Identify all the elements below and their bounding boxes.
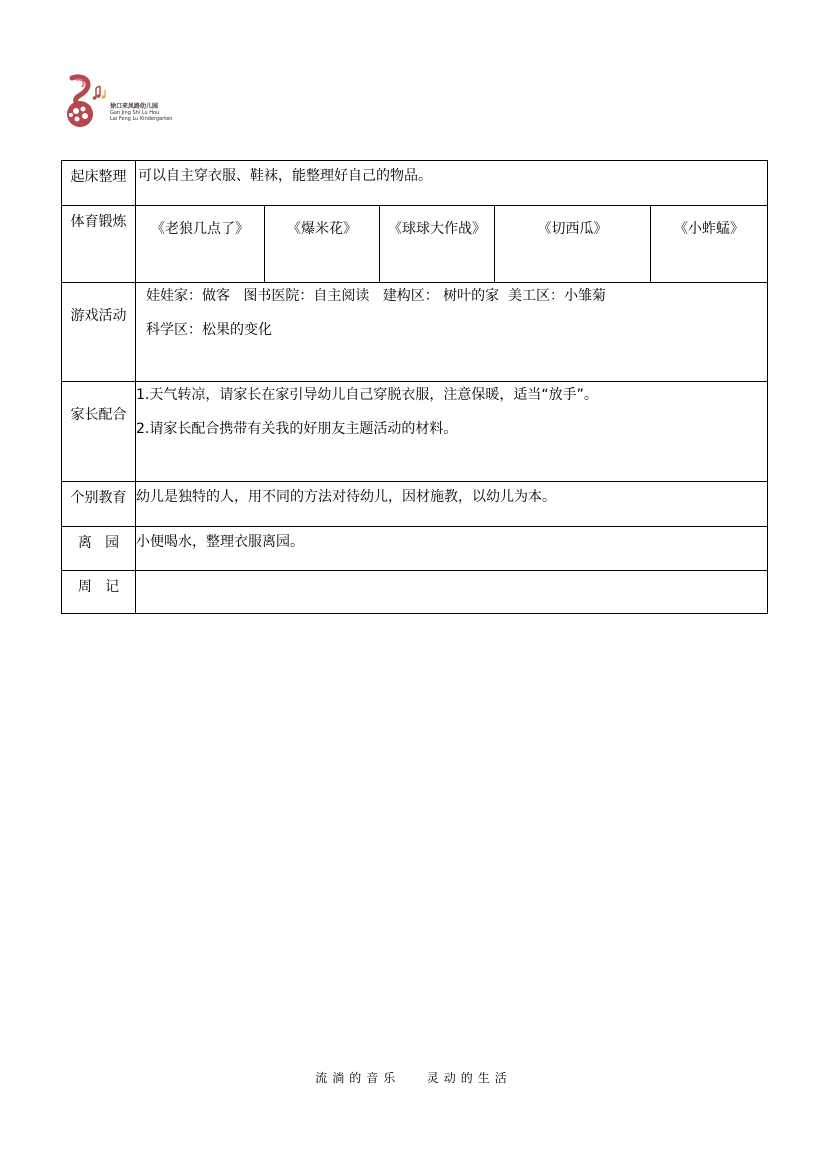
row-label-sport: 体育锻炼 [62, 206, 136, 283]
table-row-individual [62, 482, 768, 527]
sport-item-5: 《小蚱蜢》 [651, 206, 768, 283]
sport-item-2: 《爆米花》 [265, 206, 380, 283]
logo-name-en-line1: Gan Jing Shi Lu Hou [110, 110, 160, 116]
parent-content [136, 382, 768, 482]
parent-line-2: 2.请家长配合携带有关我的好朋友主题活动的材料。 [136, 421, 458, 437]
logo-name-en-line2: Lai Feng Lu Kindergarten [110, 116, 173, 122]
table-row-week [62, 571, 768, 614]
table-row-leave [62, 527, 768, 571]
wake-content: 可以自主穿衣服、鞋袜，能整理好自己的物品。 [136, 161, 768, 206]
row-label-parent: 家长配合 [62, 382, 136, 482]
daily-plan-table [61, 160, 768, 614]
week-content[interactable] [136, 571, 768, 614]
row-label-leave: 离 园 [62, 527, 136, 571]
table-row-parent [62, 382, 768, 482]
row-label-week: 周 记 [62, 571, 136, 614]
table-row-wake [62, 161, 768, 206]
parent-line-1: 1.天气转凉，请家长在家引导幼儿自己穿脱衣服，注意保暖，适当“放手”。 [136, 387, 598, 403]
row-label-wake: 起床整理 [62, 161, 136, 206]
logo-name-cn: 徐口来凤路幼儿园 [110, 103, 159, 110]
row-label-game: 游戏活动 [62, 283, 136, 382]
game-line-2: 科学区：松果的变化 [146, 322, 272, 338]
row-label-individual: 个别教育 [62, 482, 136, 527]
sport-item-4: 《切西瓜》 [495, 206, 651, 283]
kindergarten-logo [62, 74, 182, 134]
game-content [136, 283, 768, 382]
individual-content: 幼儿是独特的人，用不同的方法对待幼儿，因材施教，以幼儿为本。 [136, 482, 768, 527]
table-row-sport [62, 206, 768, 283]
page-footer: 流淌的音乐 灵动的生活 [315, 1071, 512, 1085]
sport-item-1: 《老狼几点了》 [136, 206, 265, 283]
table-row-game [62, 283, 768, 382]
logo-emblem-icon [62, 74, 112, 132]
leave-content: 小便喝水，整理衣服离园。 [136, 527, 768, 571]
sport-item-3: 《球球大作战》 [380, 206, 495, 283]
game-line-1: 娃娃家：做客 图书医院：自主阅读 建构区： 树叶的家 美工区：小雏菊 [146, 288, 607, 304]
